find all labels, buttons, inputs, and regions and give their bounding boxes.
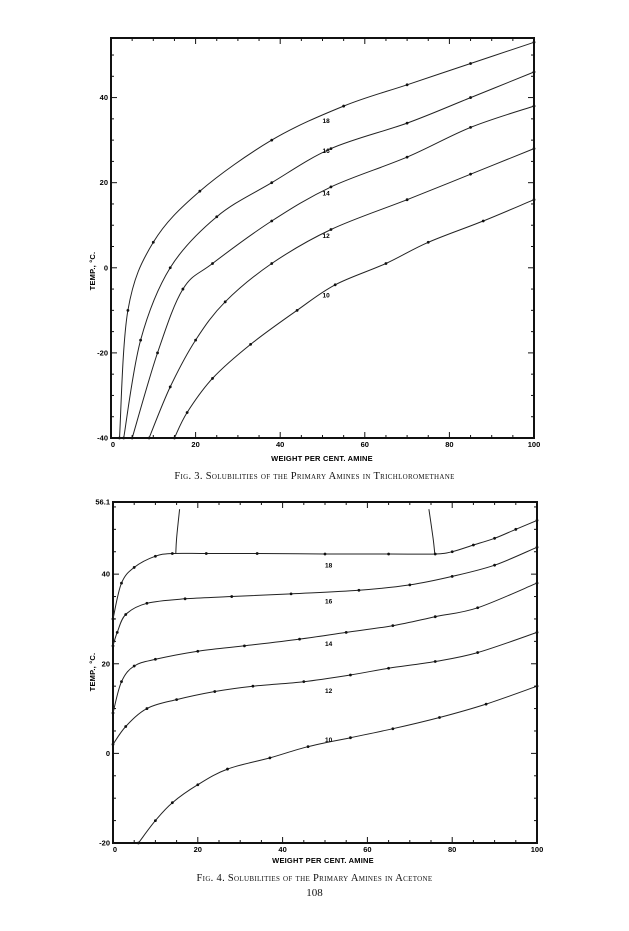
y-tick-label: 20	[99, 178, 108, 188]
y-tick-label: 40	[99, 93, 108, 103]
figure-3-caption: Fig. 3. Solubilities of the Primary Amines in Trichloromethane	[174, 471, 455, 482]
data-point	[148, 437, 151, 440]
figure-4-caption: Fig. 4. Solubilities of the Primary Amines in Acetone	[196, 873, 433, 884]
data-point	[198, 190, 201, 193]
data-point	[536, 582, 539, 585]
data-point	[330, 228, 333, 231]
data-point	[302, 680, 305, 683]
data-point	[485, 703, 488, 706]
x-tick-label: 100	[530, 845, 544, 854]
data-point	[533, 147, 536, 150]
data-point	[406, 83, 409, 86]
data-point	[536, 546, 539, 549]
data-point	[451, 550, 454, 553]
data-point	[536, 519, 539, 522]
data-point	[116, 631, 119, 634]
data-point	[330, 186, 333, 189]
series-label-18: 18	[322, 118, 330, 126]
data-point	[215, 215, 218, 218]
data-point	[268, 756, 271, 759]
data-point	[118, 437, 121, 440]
y-axis-title: TEMP., °C.	[88, 652, 97, 692]
page-number: 108	[306, 887, 323, 899]
data-point	[533, 41, 536, 44]
data-point	[171, 552, 174, 555]
data-point	[112, 712, 115, 715]
boundary-line	[176, 509, 180, 553]
data-point	[533, 71, 536, 74]
series-line-12	[149, 149, 534, 438]
data-point	[391, 727, 394, 730]
data-point	[334, 283, 337, 286]
data-point	[182, 288, 185, 291]
data-point	[536, 631, 539, 634]
data-point	[349, 736, 352, 739]
data-point	[358, 589, 361, 592]
y-tick-label: 40	[101, 569, 110, 579]
data-point	[226, 768, 229, 771]
data-point	[514, 528, 517, 531]
y-tick-label: 0	[103, 263, 108, 273]
x-tick-label: 0	[110, 440, 116, 449]
data-point	[249, 343, 252, 346]
series-label-12: 12	[325, 687, 333, 695]
data-point	[146, 602, 149, 605]
data-point	[124, 725, 127, 728]
data-point	[345, 631, 348, 634]
x-tick-label: 40	[278, 845, 287, 854]
y-tick-label: 20	[101, 659, 110, 669]
series-line-10	[138, 686, 537, 843]
series-label-10: 10	[322, 292, 330, 300]
data-point	[270, 181, 273, 184]
data-point	[175, 698, 178, 701]
data-point	[137, 842, 140, 845]
data-point	[533, 105, 536, 108]
data-point	[127, 309, 130, 312]
x-axis-title: WEIGHT PER CENT. AMINE	[272, 856, 374, 865]
data-point	[342, 105, 345, 108]
data-point	[146, 707, 149, 710]
data-point	[493, 537, 496, 540]
x-tick-label: 20	[193, 845, 202, 854]
tick-labels	[95, 498, 543, 855]
data-point	[120, 680, 123, 683]
data-point	[438, 716, 441, 719]
x-tick-label: 0	[112, 845, 118, 854]
data-point	[330, 147, 333, 150]
series-label-10: 10	[325, 737, 333, 745]
data-point	[133, 665, 136, 668]
data-point	[391, 624, 394, 627]
data-point	[154, 658, 157, 661]
data-point	[131, 437, 134, 440]
data-point	[230, 595, 233, 598]
data-point	[211, 377, 214, 380]
data-point	[451, 575, 454, 578]
data-point	[476, 651, 479, 654]
data-point	[194, 339, 197, 342]
y-tick-label: 56.1	[95, 497, 110, 507]
data-point	[133, 566, 136, 569]
series-label-12: 12	[322, 233, 330, 240]
data-point	[243, 644, 246, 647]
data-point	[169, 386, 172, 389]
series-markers	[118, 41, 535, 440]
data-point	[387, 553, 390, 556]
y-axis-title: TEMP., °C.	[88, 251, 97, 291]
data-point	[122, 437, 125, 440]
y-tick-label: 0	[105, 748, 110, 758]
data-point	[256, 552, 259, 555]
data-point	[469, 62, 472, 65]
data-point	[434, 553, 437, 556]
boundary-line	[429, 509, 435, 554]
data-point	[124, 613, 127, 616]
data-point	[270, 262, 273, 265]
data-point	[307, 745, 310, 748]
data-point	[469, 96, 472, 99]
data-point	[270, 139, 273, 142]
data-point	[472, 544, 475, 547]
series-line-10	[174, 200, 534, 438]
data-point	[324, 553, 327, 556]
data-point	[112, 743, 115, 746]
series-line-18	[120, 42, 535, 438]
data-point	[211, 262, 214, 265]
data-point	[270, 220, 273, 223]
data-point	[196, 650, 199, 653]
series-label-18: 18	[325, 562, 333, 570]
data-point	[296, 309, 299, 312]
data-point	[298, 638, 301, 641]
series-line-14	[132, 106, 534, 438]
data-point	[224, 300, 227, 303]
y-tick-label: -40	[97, 433, 108, 443]
data-point	[154, 819, 157, 822]
data-point	[171, 801, 174, 804]
data-point	[434, 660, 437, 663]
series-label-16: 16	[325, 598, 333, 606]
figure-4-chart	[88, 498, 543, 866]
series-curves	[113, 509, 537, 843]
data-point	[482, 220, 485, 223]
y-tick-label: -20	[99, 838, 110, 848]
data-point	[205, 552, 208, 555]
x-tick-label: 40	[276, 440, 285, 449]
x-tick-label: 100	[527, 440, 541, 449]
series-label-16: 16	[322, 147, 330, 155]
data-point	[186, 411, 189, 414]
data-point	[173, 437, 176, 440]
x-tick-label: 60	[360, 440, 369, 449]
data-point	[406, 122, 409, 125]
data-point	[493, 564, 496, 567]
data-point	[469, 126, 472, 129]
data-point	[469, 173, 472, 176]
data-point	[408, 583, 411, 586]
data-point	[252, 685, 255, 688]
figure-3-chart	[88, 38, 540, 463]
y-tick-label: -20	[97, 348, 108, 358]
data-point	[184, 597, 187, 600]
data-point	[385, 262, 388, 265]
x-tick-label: 80	[445, 440, 454, 449]
data-point	[434, 615, 437, 618]
tick-labels	[97, 93, 540, 449]
data-point	[533, 198, 536, 201]
x-tick-label: 20	[191, 440, 200, 449]
data-point	[196, 783, 199, 786]
data-point	[349, 674, 352, 677]
x-tick-label: 60	[363, 845, 372, 854]
x-axis-title: WEIGHT PER CENT. AMINE	[271, 454, 373, 463]
series-curves	[120, 42, 535, 438]
series-label-14: 14	[325, 640, 333, 648]
data-point	[290, 592, 293, 595]
data-point	[387, 667, 390, 670]
series-label-14: 14	[322, 190, 330, 198]
data-point	[406, 156, 409, 159]
data-point	[139, 339, 142, 342]
data-point	[427, 241, 430, 244]
data-point	[536, 685, 539, 688]
data-point	[476, 606, 479, 609]
data-point	[169, 266, 172, 269]
data-point	[112, 618, 115, 621]
data-point	[112, 644, 115, 647]
data-point	[406, 198, 409, 201]
data-point	[213, 690, 216, 693]
data-point	[120, 582, 123, 585]
x-tick-label: 80	[448, 845, 457, 854]
data-point	[152, 241, 155, 244]
data-point	[154, 555, 157, 558]
data-point	[156, 351, 159, 354]
